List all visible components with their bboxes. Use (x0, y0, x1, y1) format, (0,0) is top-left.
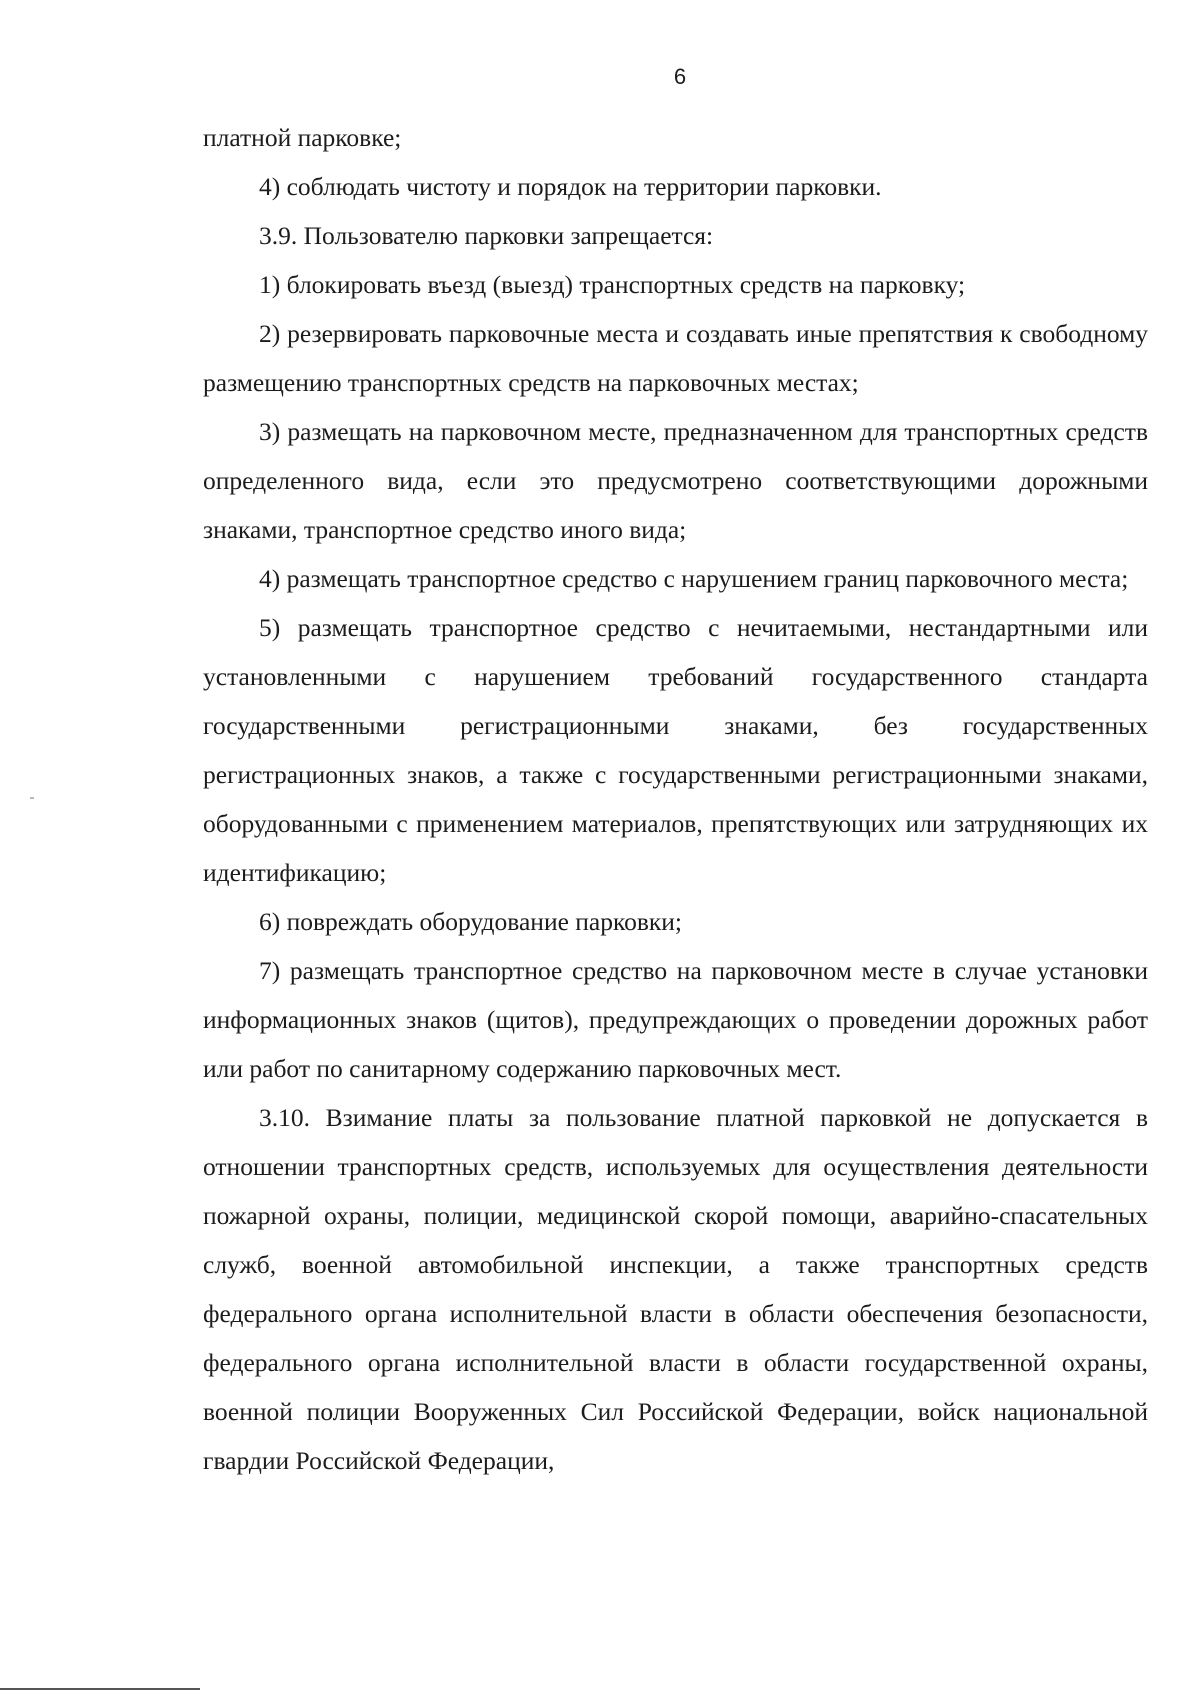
paragraph-item-4-cleanliness: 4) соблюдать чистоту и порядок на территории парковки. (259, 172, 882, 201)
paragraph-item-2-reserving: 2) резервировать парковочные места и создавать иные препятствия к свободному размещению транспортных средств на парковочных местах; (203, 319, 1148, 397)
paragraph-section-3-10: 3.10. Взимание платы за пользование платной парковкой не допускается в отношении транспортных средств, используемых для осуществления деятельности пожарной охраны, полиции, медицинской скорой помощи, аварийно-спасательных служб, военной автомобильной инспекции, а также транспортных средств федерального органа исполнительной власти в области обеспечения безопасности, федерального органа исполнительной власти в области государственной охраны, военной полиции Вооруженных Сил Российской Федерации, войск национальной гвардии Российской Федерации, (203, 1103, 1148, 1475)
paragraph-item-1-blocking: 1) блокировать въезд (выезд) транспортных средств на парковку; (259, 270, 966, 299)
page-number: 6 (673, 64, 687, 89)
paragraph-item-7-roadworks: 7) размещать транспортное средство на парковочном месте в случае установки информационных знаков (щитов), предупреждающих о проведении дорожных работ или работ по санитарному содержанию парковочных мест. (203, 956, 1148, 1083)
paragraph-item-6-equipment: 6) повреждать оборудование парковки; (259, 907, 683, 936)
scan-mark (30, 797, 34, 799)
paragraph-item-5-plates: 5) размещать транспортное средство с нечитаемыми, нестандартными или установленными с нарушением требований государственного стандарта государственными регистрационными знаками, без государственных регистрационных знаков, а также с государственными регистрационными знаками, оборудованными с применением материалов, препятствующих или затрудняющих их идентификацию; (203, 613, 1148, 887)
paragraph-item-3-vehicle-type: 3) размещать на парковочном месте, предназначенном для транспортных средств определенного вида, если это предусмотрено соответствующими дорожными знаками, транспортное средство иного вида; (203, 417, 1148, 544)
paragraph-section-3-9: 3.9. Пользователю парковки запрещается: (259, 221, 714, 250)
paragraph-item-4-boundaries: 4) размещать транспортное средство с нарушением границ парковочного места; (259, 564, 1129, 593)
document-text (203, 113, 1148, 1485)
paragraph-continuation: платной парковке; (203, 123, 402, 152)
